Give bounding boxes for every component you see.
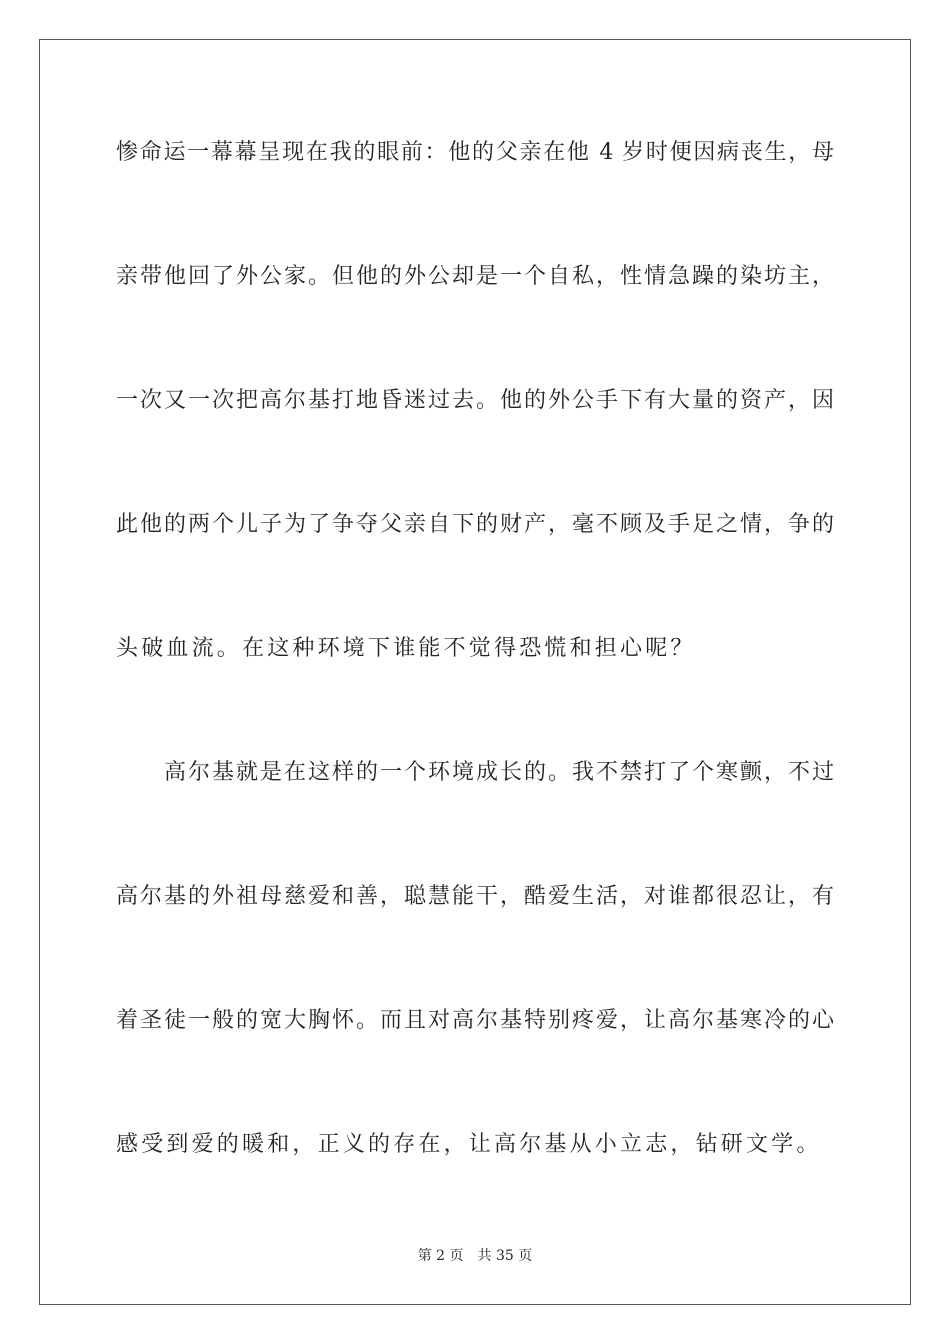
- text-line: 头破血流。在这种环境下谁能不觉得恐慌和担心呢？: [116, 636, 696, 661]
- text-line: 感受到爱的暖和，正义的存在，让高尔基从小立志，钻研文学。: [116, 1132, 822, 1157]
- page-frame: [39, 39, 911, 1305]
- page-number: 第 2 页: [417, 1248, 464, 1264]
- paragraph-start-line: 高尔基就是在这样的一个环境成长的。我不禁打了个寒颤，不过: [164, 760, 834, 785]
- page-total: 共 35 页: [477, 1248, 533, 1264]
- text-line: 高尔基的外祖母慈爱和善，聪慧能干，酷爱生活，对谁都很忍让，有: [116, 884, 834, 909]
- text-line: 亲带他回了外公家。但他的外公却是一个自私，性情急躁的染坊主，: [116, 264, 834, 289]
- text-line: 着圣徒一般的宽大胸怀。而且对高尔基特别疼爱，让高尔基寒冷的心: [116, 1008, 834, 1033]
- page-footer: [0, 1246, 950, 1266]
- text-line: 一次又一次把高尔基打地昏迷过去。他的外公手下有大量的资产，因: [116, 388, 834, 413]
- text-line: 惨命运一幕幕呈现在我的眼前：他的父亲在他 4 岁时便因病丧生，母: [116, 140, 834, 165]
- text-line: 此他的两个儿子为了争夺父亲自下的财产，毫不顾及手足之情，争的: [116, 512, 834, 537]
